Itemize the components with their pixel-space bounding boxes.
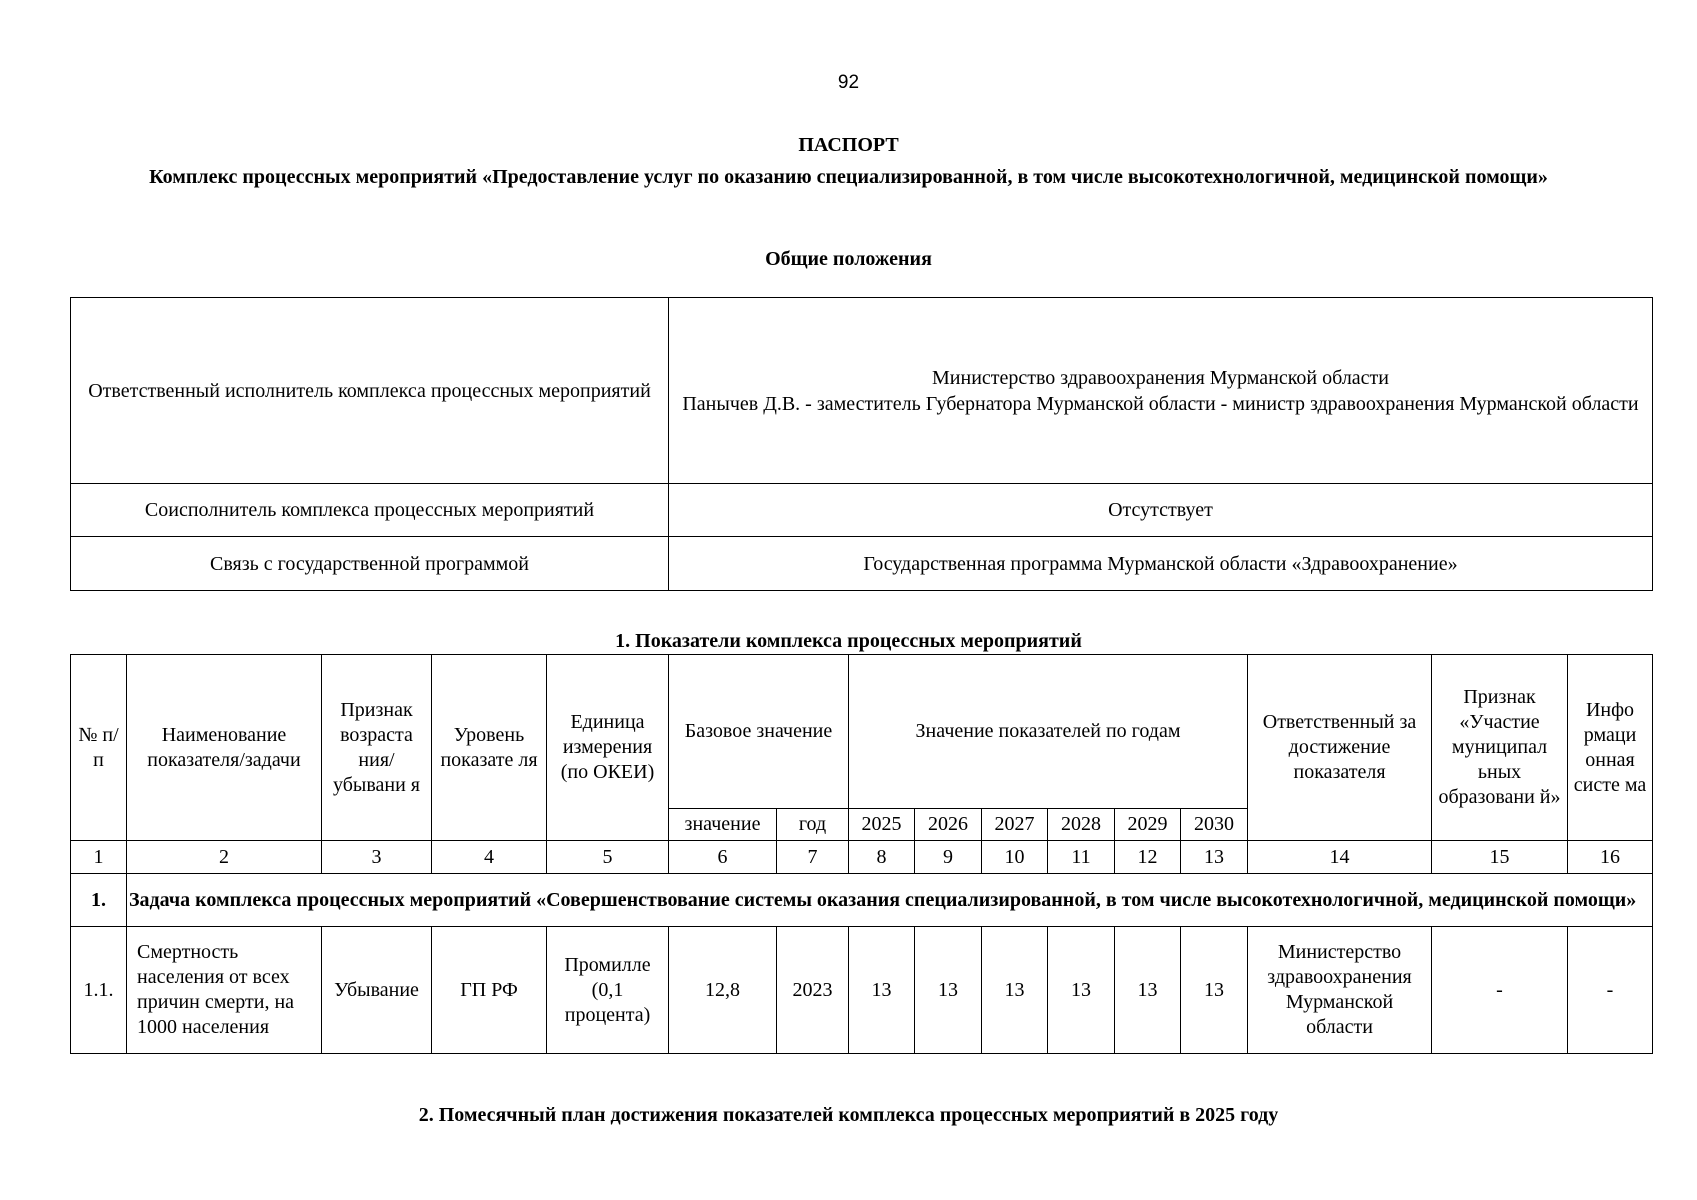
header-responsible: Ответственный за достижение показателя [1248,655,1432,841]
column-number: 7 [777,841,849,874]
row-trend: Убывание [322,927,432,1054]
row-info-system: - [1568,927,1653,1054]
column-number: 1 [71,841,127,874]
header-base-value: значение [669,809,777,841]
column-number: 3 [322,841,432,874]
header-by-years: Значение показателей по годам [849,655,1248,809]
value-line: Министерство здравоохранения Мурманской области [932,366,1389,389]
row-num: 1.1. [71,927,127,1054]
row-level: ГП РФ [432,927,547,1054]
column-number: 9 [915,841,982,874]
column-number: 11 [1048,841,1115,874]
document-title: ПАСПОРТ [798,134,899,156]
header-row [71,655,1653,809]
row-label: Соисполнитель комплекса процессных мероприятий [71,484,669,537]
row-year-value: 13 [849,927,915,1054]
column-number: 2 [127,841,322,874]
row-unit: Промилле (0,1 процента) [547,927,669,1054]
column-number: 12 [1115,841,1181,874]
row-year-value: 13 [1181,927,1248,1054]
task-row [71,874,1653,927]
column-number: 15 [1432,841,1568,874]
header-num: № п/п [71,655,127,841]
table-row [71,537,1653,591]
row-year-value: 13 [915,927,982,1054]
column-number: 13 [1181,841,1248,874]
column-number: 14 [1248,841,1432,874]
row-base-year: 2023 [777,927,849,1054]
header-year: 2029 [1115,809,1181,841]
header-base: Базовое значение [669,655,849,809]
header-year: 2030 [1181,809,1248,841]
table-row [71,298,1653,484]
header-year: 2025 [849,809,915,841]
indicators-heading: 1. Показатели комплекса процессных мероприятий [615,630,1082,652]
row-year-value: 13 [982,927,1048,1054]
task-num: 1. [71,874,127,927]
column-number: 16 [1568,841,1653,874]
column-number: 5 [547,841,669,874]
column-number: 6 [669,841,777,874]
task-text: Задача комплекса процессных мероприятий «Совершенствование системы оказания специализированной, в том числе высокотехнологичной, медицинской помощи» [127,874,1653,927]
column-number: 4 [432,841,547,874]
monthly-plan-heading: 2. Помесячный план достижения показателей комплекса процессных мероприятий в 2025 году [418,1104,1279,1126]
row-municipal: - [1432,927,1568,1054]
header-trend: Признак возраста ния/ убывани я [322,655,432,841]
row-label: Ответственный исполнитель комплекса процессных мероприятий [71,298,669,484]
header-unit: Единица измерения (по ОКЕИ) [547,655,669,841]
header-base-year: год [777,809,849,841]
column-numbers-row [71,841,1653,874]
value-line: Панычев Д.В. - заместитель Губернатора Мурманской области - министр здравоохранения Мурманской области [682,392,1639,415]
document-subtitle: Комплекс процессных мероприятий «Предоставление услуг по оказанию специализированной, в том числе высокотехнологичной, медицинской помощи» [149,166,1548,188]
header-year: 2028 [1048,809,1115,841]
table-row [71,927,1653,1054]
row-year-value: 13 [1048,927,1115,1054]
row-responsible: Министерство здравоохранения Мурманской области [1248,927,1432,1054]
row-name: Смертность населения от всех причин смерти, на 1000 населения [127,927,322,1054]
row-value: Отсутствует [669,484,1653,537]
row-base-value: 12,8 [669,927,777,1054]
header-year: 2026 [915,809,982,841]
column-number: 8 [849,841,915,874]
header-year: 2027 [982,809,1048,841]
general-heading: Общие положения [765,248,932,270]
page-number: 92 [837,72,860,93]
header-info-system: Инфо рмаци онная систе ма [1568,655,1653,841]
row-label: Связь с государственной программой [71,537,669,591]
row-value: Государственная программа Мурманской области «Здравоохранение» [669,537,1653,591]
header-level: Уровень показате ля [432,655,547,841]
row-year-value: 13 [1115,927,1181,1054]
row-value [669,298,1653,484]
table-row [71,484,1653,537]
column-number: 10 [982,841,1048,874]
header-name: Наименование показателя/задачи [127,655,322,841]
indicators-table [70,654,1653,1054]
general-provisions-table [70,297,1653,591]
header-municipal: Признак «Участие муниципал ьных образовани й» [1432,655,1568,841]
